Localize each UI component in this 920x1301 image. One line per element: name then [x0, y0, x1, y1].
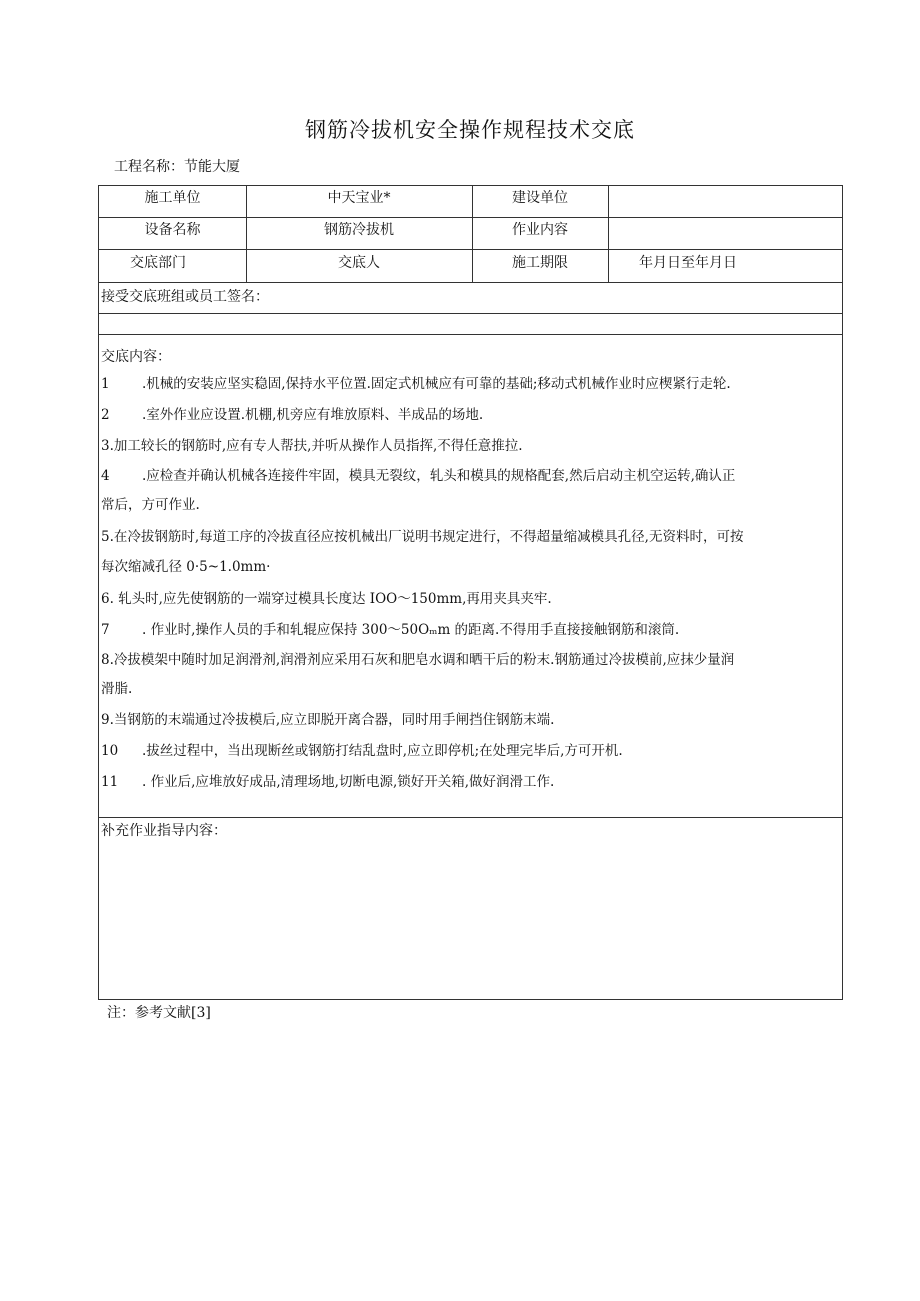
row-divider: [99, 249, 842, 250]
row-divider: [99, 217, 842, 218]
row-divider: [99, 313, 842, 314]
device-name-label: 设备名称: [144, 222, 201, 238]
list-item-continuation: 常后，方可作业.: [101, 497, 200, 513]
list-item: 1 .机械的安装应坚实稳固,保持水平位置.固定式机械应有可靠的基础;移动式机械作业时应楔紧行走轮.: [101, 376, 731, 392]
list-item: 2 .室外作业应设置.机棚,机旁应有堆放原料、半成品的场地.: [101, 407, 484, 423]
list-item-continuation: 滑脂.: [101, 681, 133, 697]
owner-unit-label: 建设单位: [512, 190, 568, 206]
list-item: 10 .拔丝过程中，当出现断丝或钢筋打结乱盘时,应立即停机;在处理完毕后,方可开机.: [101, 743, 623, 759]
work-content-label: 作业内容: [512, 222, 568, 238]
signature-label: 接受交底班组或员工签名：: [101, 289, 269, 305]
column-divider: [608, 186, 609, 282]
disclosure-person-label: 交底人: [338, 255, 380, 271]
disclosure-table: [98, 185, 843, 1000]
list-item: 5.在冷拔钢筋时,每道工序的冷拔直径应按机械出厂说明书规定进行，不得超量缩减模具孔径,无资料时，可按: [101, 529, 744, 545]
list-item: 6. 轧头时,应先使钢筋的一端穿过模具长度达 IOO～150mm,再用夹具夹牢.: [101, 591, 552, 607]
list-item: 7 . 作业时,操作人员的手和轧辊应保持 300～50Oₘm 的距离.不得用手直接接触钢筋和滚筒.: [101, 622, 680, 638]
content-label: 交底内容：: [101, 349, 171, 365]
document-title: 钢筋冷拔机安全操作规程技术交底: [305, 118, 635, 142]
construction-unit-value: 中天宝业*: [327, 190, 391, 206]
list-item: 3.加工较长的钢筋时,应有专人帮扶,并听从操作人员指挥,不得任意推拉.: [101, 438, 523, 454]
list-item-continuation: 每次缩减孔径 0·5~1.0mm·: [101, 559, 271, 575]
construction-period-label: 施工期限: [512, 255, 568, 271]
list-item: 8.冷拔模架中随时加足润滑剂,润滑剂应采用石灰和肥皂水调和晒干后的粉末.钢筋通过冷拔模前,应抹少量润: [101, 652, 735, 668]
construction-unit-label: 施工单位: [144, 190, 201, 206]
row-divider: [99, 282, 842, 283]
list-item: 11 . 作业后,应堆放好成品,清理场地,切断电源,锁好开关箱,做好润滑工作.: [101, 774, 555, 790]
disclosure-dept-label: 交底部门: [130, 255, 186, 271]
construction-period-value: 年月日至年月日: [639, 255, 737, 271]
project-name: 工程名称：节能大厦: [114, 159, 240, 175]
list-item: 4 .应检查并确认机械各连接件牢固，模具无裂纹，轧头和模具的规格配套,然后启动主机空运转,确认正: [101, 468, 736, 484]
footer-note: 注：参考文献[3]: [107, 1005, 211, 1021]
list-item: 9.当钢筋的末端通过冷拔模后,应立即脱开离合器，同时用手闸挡住钢筋末端.: [101, 712, 555, 728]
supplement-label: 补充作业指导内容：: [101, 823, 227, 839]
row-divider: [99, 334, 842, 335]
device-name-value: 钢筋冷拔机: [324, 222, 394, 238]
row-divider: [99, 817, 842, 818]
